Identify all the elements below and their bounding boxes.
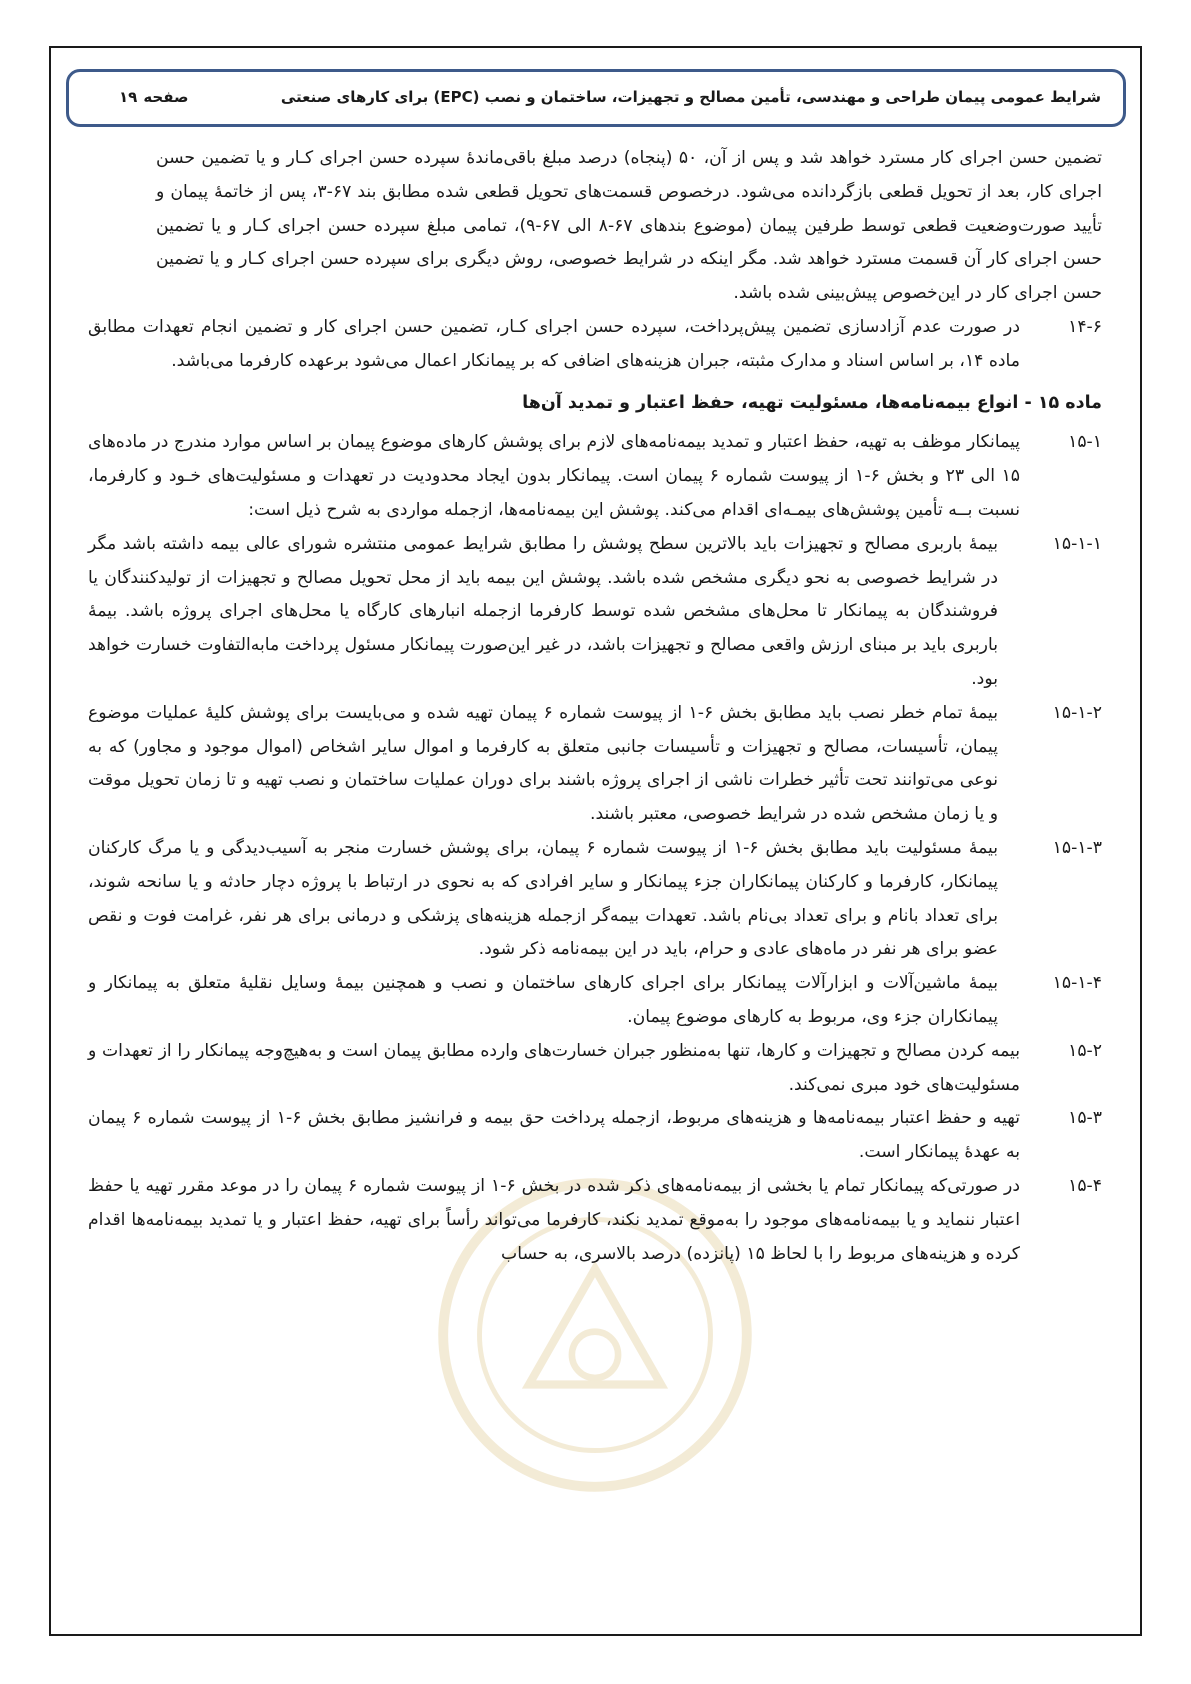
clause-number: ۱۵-۱-۱ bbox=[1052, 533, 1102, 554]
clause-number: ۱۵-۱-۳ bbox=[1052, 837, 1102, 858]
clause-15-4 bbox=[88, 1170, 1102, 1271]
clause-text: در صورتی‌که پیمانکار تمام یا بخشی از بیمه‌نامه‌های ذکر شده در بخش ۶-۱ از پیوست شماره ۶ پیمان را در موعد مقرر تهیه یا حفظ اعتبار ننماید و یا بیمه‌نامه‌های موجود را به‌موقع تمدید نکند، کارفرما می‌تواند رأساً برای تهیه، حفظ اعتبار و یا تمدید بیمه‌نامه‌ها اقدام کرده و هزینه‌های مربوط را با لحاظ ۱۵ (پانزده) درصد بالاسری، به حساب bbox=[88, 1175, 1021, 1264]
intro-text: تضمین حسن اجرای کار مسترد خواهد شد و پس از آن، ۵۰ (پنجاه) درصد مبلغ باقی‌ماندهٔ سپرده حسن اجرای کـار و یا تضمین حسن اجرای کار، بعد از تحویل قطعی بازگردانده می‌شود. درخصوص قسمت‌های تحویل قطعی شده مطابق بند ۶۷-۳، پس از خاتمهٔ پیمان و تأیید صورت‌وضعیت قطعی توسط طرفین پیمان (موضوع بندهای ۶۷-۸ الی ۶۷-۹)، تمامی مبلغ سپرده حسن اجرای کـار و یا تضمین حسن اجرای کار آن قسمت مسترد خواهد شد. مگر اینکه در شرایط خصوصی، روش دیگری برای سپرده حسن اجرای کـار و یا تضمین حسن اجرای کار در این‌خصوص پیش‌بینی شده باشد. bbox=[156, 148, 1102, 304]
clause-15-2 bbox=[88, 1035, 1102, 1103]
article-15-heading: ماده ۱۵ - انواع بیمه‌نامه‌ها، مسئولیت تهیه، حفظ اعتبار و تمدید آن‌ها bbox=[522, 392, 1102, 413]
clause-text: بیمهٔ تمام خطر نصب باید مطابق بخش ۶-۱ از پیوست شماره ۶ پیمان تهیه شده و می‌بایست برای پوشش کلیهٔ عملیات موضوع پیمان، تأسیسات، مصالح و تجهیزات و تأسیسات جانبی متعلق به کارفرما و اموال سایر اشخاص (اموال موجود و مجاور) که به نوعی می‌توانند تحت تأثیر خطرات ناشی از اجرای پروژه باشند برای دوران عملیات ساختمان و نصب تهیه و تا زمان تحویل موقت و یا زمان مشخص شده در شرایط خصوصی، معتبر باشند. bbox=[88, 702, 999, 825]
page-number: ۱۹ bbox=[119, 88, 138, 106]
clause-number: ۱۵-۱-۴ bbox=[1052, 973, 1102, 994]
page-header bbox=[66, 69, 1126, 127]
clause-15-1-4 bbox=[88, 967, 1102, 1035]
clause-text: پیمانکار موظف به تهیه، حفظ اعتبار و تمدید بیمه‌نامه‌های لازم برای پوشش کارهای موضوع پیمان بر اساس موارد مندرج در ماده‌های ۱۵ الی ۲۳ و بخش ۶-۱ از پیوست شماره ۶ پیمان است. پیمانکار بدون ایجاد محدودیت در تعهدات و مسئولیت‌های خـود و کارفرما، نسبت بــه تأمین پوشش‌های بیمـه‌ای اقدام می‌کند. پوشش این بیمه‌نامه‌ها، ازجمله مواردی به شرح ذیل است: bbox=[88, 432, 1021, 520]
clause-number: ۱۵-۴ bbox=[1068, 1175, 1102, 1196]
intro-paragraph bbox=[156, 142, 1102, 311]
clause-14-6 bbox=[88, 311, 1102, 379]
clause-number: ۱۵-۳ bbox=[1068, 1108, 1102, 1129]
clause-15-1 bbox=[88, 426, 1102, 527]
clause-number: ۱۵-۲ bbox=[1068, 1040, 1102, 1061]
clause-15-3 bbox=[88, 1102, 1102, 1170]
clause-text: در صورت عدم آزادسازی تضمین پیش‌پرداخت، سپرده حسن اجرای کـار، تضمین حسن اجرای کار و تضمین انجام تعهدات مطابق ماده ۱۴، بر اساس اسناد و مدارک مثبته، جبران هزینه‌های اضافی که بر پیمانکار اعمال می‌شود برعهده کارفرما می‌باشد. bbox=[88, 316, 1020, 371]
document-title: شرایط عمومی پیمان طراحی و مهندسی، تأمین مصالح و تجهیزات، ساختمان و نصب (EPC) برای کارهای صنعتی bbox=[280, 88, 1101, 106]
clause-15-1-1 bbox=[88, 528, 1102, 697]
clause-text: تهیه و حفظ اعتبار بیمه‌نامه‌ها و هزینه‌های مربوط، ازجمله پرداخت حق بیمه و فرانشیز مطابق بخش ۶-۱ از پیوست شماره ۶ پیمان به عهدهٔ پیمانکار است. bbox=[88, 1108, 1021, 1163]
page-label: صفحه bbox=[143, 88, 189, 106]
page-indicator bbox=[113, 88, 189, 106]
clause-text: بیمهٔ ماشین‌آلات و ابزارآلات پیمانکار برای اجرای کارهای ساختمان و نصب و همچنین بیمهٔ وسایل نقلیهٔ متعلق به پیمانکار و پیمانکاران جزء وی، مربوط به کارهای موضوع پیمان. bbox=[88, 973, 998, 1027]
clause-number: ۱۵-۱ bbox=[1068, 432, 1102, 453]
clause-text: بیمهٔ مسئولیت باید مطابق بخش ۶-۱ از پیوست شماره ۶ پیمان، برای پوشش خسارت منجر به آسیب‌دیدگی و یا مرگ کارکنان پیمانکار، کارفرما و کارکنان پیمانکاران جزء پیمانکار و سایر افرادی که به نحوی در ارتباط با پروژه دچار حادثه و یا سانحه شوند، برای تعداد بانام و برای تعداد بی‌نام باشد. تعهدات بیمه‌گر ازجمله هزینه‌های پزشکی و درمانی برای هر نفر، غرامت فوت و نقص عضو برای هر نفر در ماه‌های عادی و حرام، باید در این بیمه‌نامه ذکر شود. bbox=[88, 837, 998, 960]
clause-15-1-3 bbox=[88, 832, 1102, 967]
clause-number: ۱۵-۱-۲ bbox=[1052, 702, 1102, 723]
clause-text: بیمهٔ باربری مصالح و تجهیزات باید بالاترین سطح پوشش را مطابق شرایط عمومی منتشره شورای عالی بیمه داشته باشد مگر در شرایط خصوصی به نحو دیگری مشخص شده باشد. پوشش این بیمه باید از محل تحویل مصالح و تجهیزات از تولیدکنندگان یا فروشندگان به پیمانکار تا محل‌های مشخص شده توسط کارفرما ازجمله انبارهای کارگاه یا محل‌های اجرای پروژه باشد. بیمهٔ باربری باید بر مبنای ارزش واقعی مصالح و تجهیزات باشد، در غیر این‌صورت پیمانکار مسئول پرداخت مابه‌التفاوت خسارت خواهد بود. bbox=[88, 533, 998, 689]
page-body bbox=[88, 142, 1102, 1622]
clause-15-1-2 bbox=[88, 697, 1102, 832]
clause-number: ۱۴-۶ bbox=[1068, 316, 1102, 337]
clause-text: بیمه کردن مصالح و تجهیزات و کارها، تنها به‌منظور جبران خسارت‌های وارده مطابق پیمان است و به‌هیچ‌وجه پیمانکار را از تعهدات و مسئولیت‌های خود مبری نمی‌کند. bbox=[88, 1040, 1020, 1095]
